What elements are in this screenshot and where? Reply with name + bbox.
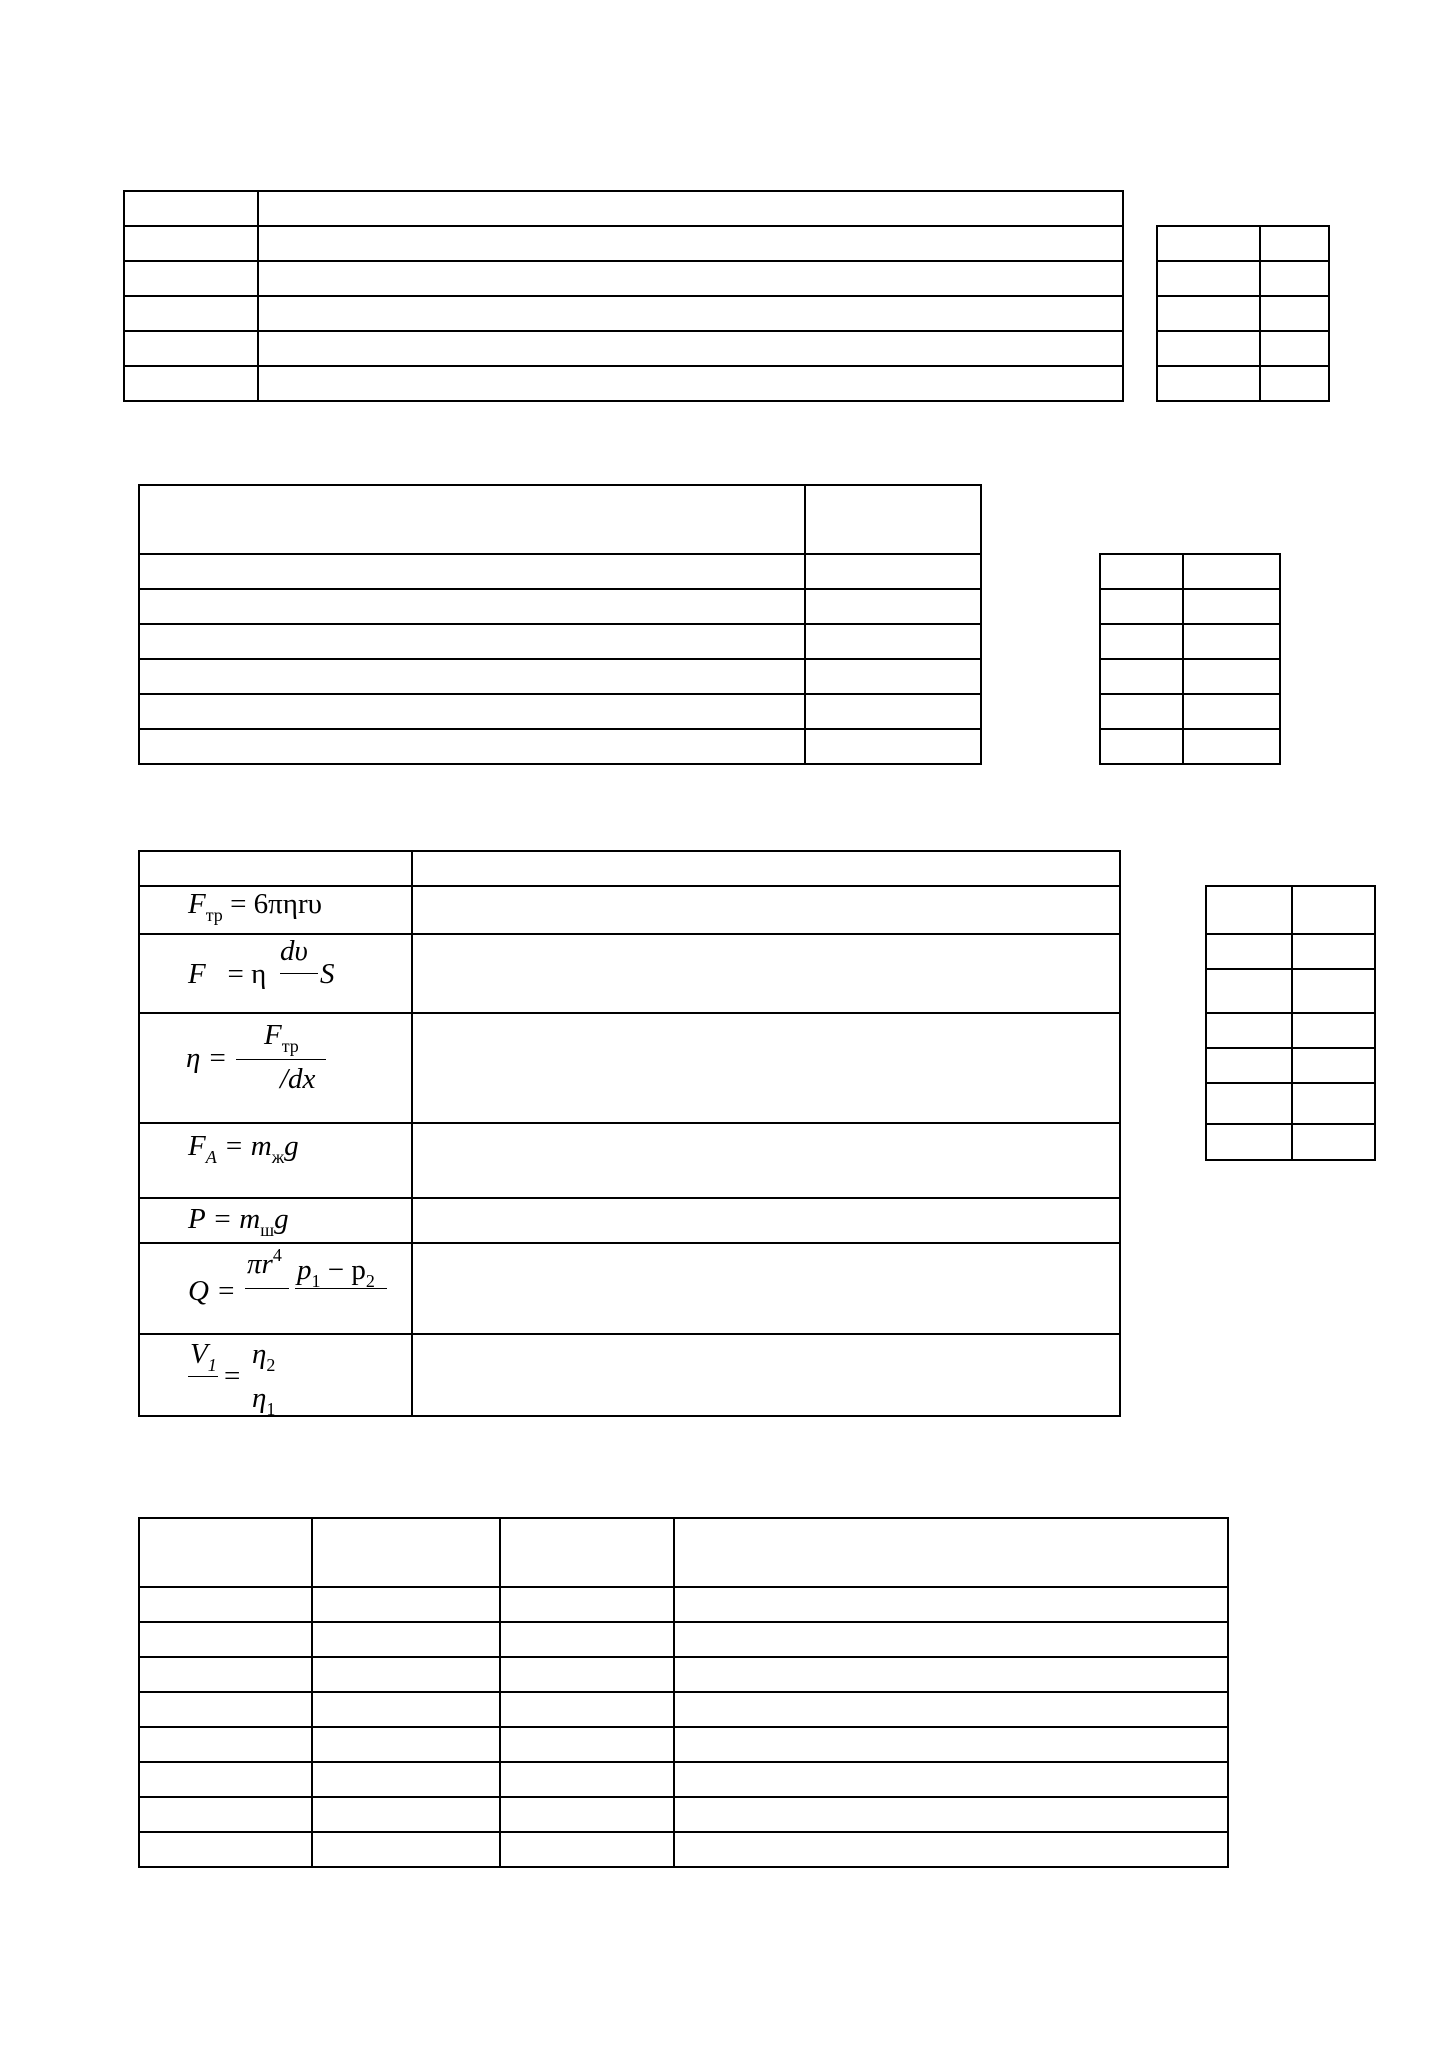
stokes-lhs-sub: тр (205, 905, 223, 925)
viscosity-num: F (264, 1019, 282, 1051)
formula-newton-num (280, 935, 308, 968)
archimedes-after: g (284, 1130, 299, 1162)
viscosity-num-sub: тр (281, 1036, 299, 1056)
formula-poiseuille-num1 (247, 1245, 282, 1281)
formula-ratio-den-right (252, 1382, 276, 1419)
stokes-lhs: F (188, 888, 206, 920)
poiseuille-num2-a-sub: 1 (311, 1271, 321, 1291)
formula-stokes (188, 888, 322, 925)
formula-poiseuille-lhs (188, 1275, 236, 1308)
newton-num: dυ (280, 935, 308, 967)
formula-archimedes (188, 1130, 299, 1167)
archimedes-m-sub: ж (271, 1147, 285, 1167)
stokes-rhs: = 6πηrυ (230, 888, 322, 920)
weight-lhs: P = m (188, 1203, 261, 1235)
formula-viscosity-den (280, 1063, 315, 1096)
ratio-num-right-sub: 2 (266, 1355, 276, 1375)
table-1-side (1156, 225, 1330, 402)
ratio-num-left-sub: 1 (207, 1355, 217, 1375)
formula-poiseuille-num2 (297, 1254, 375, 1291)
poiseuille-fraction-bar-2 (295, 1288, 387, 1289)
table-1 (123, 190, 1124, 402)
table-2 (138, 484, 982, 765)
poiseuille-lhs: Q = (188, 1275, 236, 1307)
ratio-den-right: η (252, 1382, 267, 1414)
table-2-side (1099, 553, 1281, 765)
formula-ratio-num-left (190, 1338, 217, 1375)
ratio-den-right-sub: 1 (266, 1399, 276, 1419)
weight-after: g (274, 1203, 289, 1235)
table-4 (138, 1517, 1229, 1868)
weight-m-sub: ш (260, 1220, 275, 1240)
formula-newton-lhs (188, 958, 266, 991)
poiseuille-fraction-bar-1 (245, 1288, 289, 1289)
ratio-eq: = (224, 1360, 241, 1392)
newton-after: S (320, 958, 335, 990)
archimedes-eq: = m (223, 1130, 272, 1162)
newton-fraction-bar (280, 973, 318, 974)
newton-lhs: F (188, 958, 206, 990)
newton-eq: = η (227, 958, 267, 990)
poiseuille-num2-a: p (297, 1254, 312, 1286)
formula-newton-after (320, 958, 335, 991)
poiseuille-num2-mid: − p (320, 1254, 366, 1286)
ratio-num-right: η (252, 1338, 267, 1370)
formula-ratio-eq (224, 1360, 240, 1393)
formula-viscosity-lhs (186, 1042, 227, 1075)
ratio-num-left: V (190, 1338, 208, 1370)
poiseuille-num1-sup: 4 (272, 1245, 282, 1265)
ratio-fraction-bar-left (188, 1376, 218, 1377)
archimedes-lhs: F (188, 1130, 206, 1162)
table-3-side (1205, 885, 1376, 1161)
formula-ratio-num-right (252, 1338, 276, 1375)
viscosity-fraction-bar (236, 1059, 326, 1060)
poiseuille-num2-b-sub: 2 (365, 1271, 375, 1291)
viscosity-lhs: η = (186, 1042, 228, 1074)
poiseuille-num1: πr (247, 1248, 273, 1280)
viscosity-den: /dx (280, 1063, 316, 1095)
formula-weight (188, 1203, 289, 1240)
formula-viscosity-num (264, 1019, 299, 1056)
archimedes-lhs-sub: A (205, 1147, 217, 1167)
